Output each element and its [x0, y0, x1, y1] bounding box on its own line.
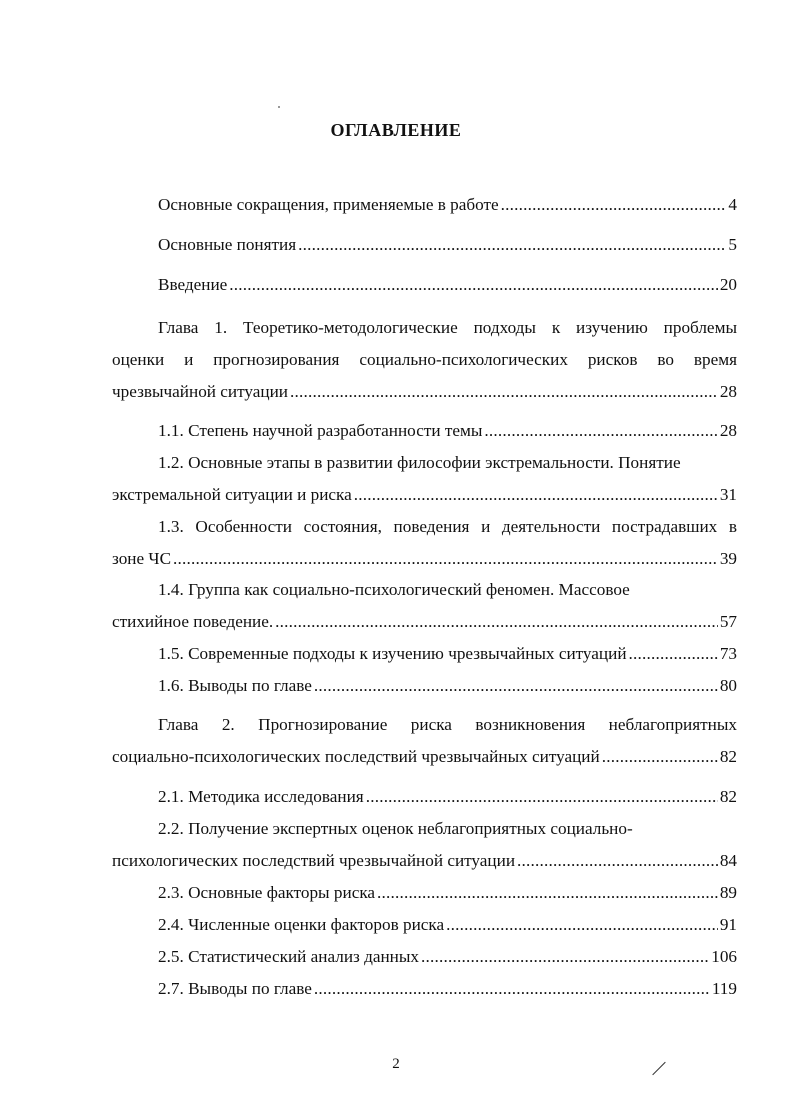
- toc-entry-line2[interactable]: стихийное поведение. ..... 57: [112, 610, 737, 634]
- toc-entry-line1[interactable]: 1.3. Особенности состояния, поведения и деятельности пострадавших в: [158, 517, 737, 536]
- page-title: ОГЛАВЛЕНИЕ: [330, 120, 462, 140]
- toc-entry[interactable]: 2.5. Статистический анализ данных ..... 106: [158, 945, 737, 969]
- toc-entry[interactable]: 1.6. Выводы по главе ..... 80: [158, 674, 737, 698]
- toc-entry-line1[interactable]: 1.4. Группа как социально-психологический феномен. Массовое: [158, 580, 630, 599]
- toc-entry[interactable]: Введение ..... 20: [158, 273, 737, 297]
- toc-chapter-2-line2[interactable]: социально-психологических последствий чрезвычайных ситуаций ..... 82: [112, 745, 737, 769]
- page-number: 2: [392, 1056, 400, 1072]
- toc-chapter-2-line1[interactable]: Глава 2. Прогнозирование риска возникновения неблагоприятных: [158, 715, 737, 734]
- toc-chapter-1-line3[interactable]: чрезвычайной ситуации ..... 28: [112, 380, 737, 404]
- toc-entry-line1[interactable]: 2.2. Получение экспертных оценок неблагоприятных социально-: [158, 819, 633, 838]
- toc-entry-line2[interactable]: зоне ЧС ..... 39: [112, 547, 737, 571]
- toc-chapter-1-line1[interactable]: Глава 1. Теоретико-методологические подходы к изучению проблемы: [158, 318, 737, 337]
- toc-entry-line2[interactable]: психологических последствий чрезвычайной ситуации ..... 84: [112, 849, 737, 873]
- toc-entry[interactable]: 2.1. Методика исследования ..... 82: [158, 785, 737, 809]
- scan-speck: [278, 106, 280, 108]
- toc-entry[interactable]: Основные понятия ..... 5: [158, 233, 737, 257]
- toc-entry[interactable]: 1.5. Современные подходы к изучению чрезвычайных ситуаций ..... 73: [158, 642, 737, 666]
- toc-entry-line2[interactable]: экстремальной ситуации и риска ..... 31: [112, 483, 737, 507]
- toc-entry[interactable]: 2.4. Численные оценки факторов риска ..... 91: [158, 913, 737, 937]
- toc-entry[interactable]: 2.7. Выводы по главе ..... 119: [158, 977, 737, 1001]
- toc-entry[interactable]: Основные сокращения, применяемые в работе ..... 4: [158, 193, 737, 217]
- toc-chapter-1-line2[interactable]: оценки и прогнозирования социально-психологических рисков во время: [112, 350, 737, 369]
- toc-entry-line1[interactable]: 1.2. Основные этапы в развитии философии экстремальности. Понятие: [158, 453, 681, 472]
- toc-entry[interactable]: 1.1. Степень научной разработанности темы ..... 28: [158, 419, 737, 443]
- toc-entry[interactable]: 2.3. Основные факторы риска ..... 89: [158, 881, 737, 905]
